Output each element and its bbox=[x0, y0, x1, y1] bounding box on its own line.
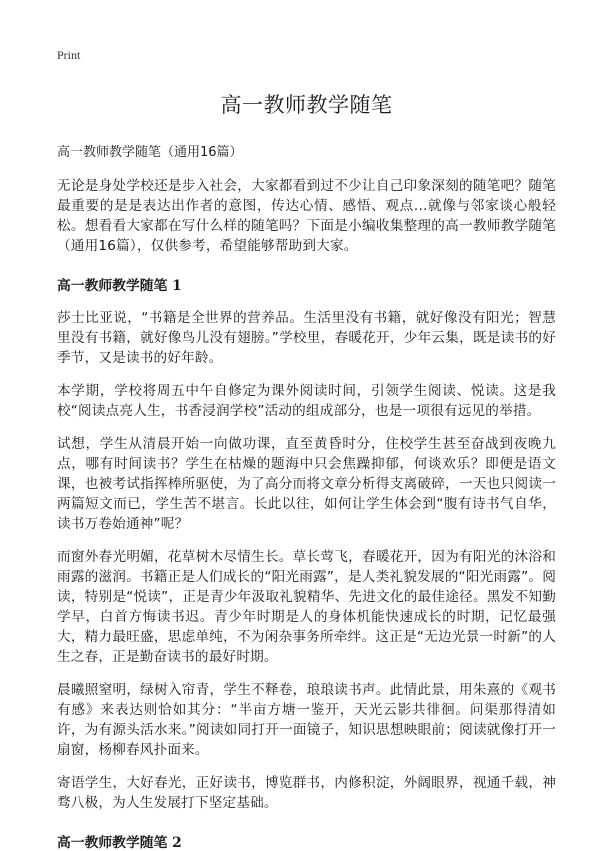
section-heading-1: 高一教师教学随笔 1 bbox=[57, 278, 182, 294]
paragraph: 本学期，学校将周五中午自修定为课外阅读时间，引领学生阅读、悦读。这是我校“阅读点亮人生，书香浸润学校”活动的组成部分，也是一项很有远见的举措。 bbox=[57, 383, 556, 419]
paragraph: 而窗外春光明媚，花草树木尽情生长。草长莺飞，春暖花开，因为有阳光的沐浴和雨露的滋润。书籍正是人们成长的“阳光雨露”，是人类礼貌发展的“阳光雨露”。阅读，特别是“悦读”，正是青少年汲取礼貌精华、先进文化的最佳途径。黑发不知勤学早，白首方悔读书迟。青少年时期是人的身体机能快速成长的时期，记忆最强大，精力最旺盛，思虑单纯，不为闲杂事务所牵绊。这正是“无边光景一时新”的人生之春，正是勤奋读书的最好时期。 bbox=[57, 549, 556, 665]
paragraph: 试想，学生从清晨开始一向做功课，直至黄昏时分，住校学生甚至奋战到夜晚九点，哪有时间读书？学生在枯燥的题海中只会焦躁抑郁，何谈欢乐？即便是语文课，也被考试指挥棒所驱使，为了高分而将文章分析得支离破碎，一天也只阅读一两篇短文而已，学生苦不堪言。长此以往，如何让学生体会到“腹有诗书气自华，读书万卷始通神”呢？ bbox=[57, 436, 556, 532]
intro-paragraph: 无论是身处学校还是步入社会，大家都看到过不少让自己印象深刻的随笔吧？随笔最重要的是是表达出作者的意图，传达心情、感悟、观点...就像与邻家谈心般轻松。想看看大家都在写什么样的随笔吗？下面是小编收集整理的高一教师教学随笔（通用16篇），仅供参考，希望能够帮助到大家。 bbox=[57, 178, 556, 254]
document-subtitle: 高一教师教学随笔（通用16篇） bbox=[57, 145, 243, 160]
print-link[interactable]: Print bbox=[57, 48, 81, 62]
section-heading-2: 高一教师教学随笔 2 bbox=[57, 835, 182, 851]
page-title: 高一教师教学随笔 bbox=[220, 93, 393, 117]
paragraph: 莎士比亚说，“书籍是全世界的营养品。生活里没有书籍，就好像没有阳光；智慧里没有书籍，就好像鸟儿没有翅膀。”学校里，春暖花开，少年云集，既是读书的好季节，又是读书的好年龄。 bbox=[57, 310, 556, 366]
paragraph: 寄语学生，大好春光，正好读书，博览群书，内修积淀，外阔眼界，视通千载，神骛八极，为人生发展打下坚定基础。 bbox=[57, 775, 556, 811]
paragraph: 晨曦照窒明，绿树入帘青，学生不释卷，琅琅读书声。此情此景，用朱熹的《观书有感》来表达则恰如其分：“半亩方塘一鉴开，天光云影共徘徊。问渠那得清如许，为有源头活水来。”阅读如同打开一面镜子，知识思想映眼前；阅读就像打开一扇窗，杨柳春风扑面来。 bbox=[57, 682, 556, 758]
